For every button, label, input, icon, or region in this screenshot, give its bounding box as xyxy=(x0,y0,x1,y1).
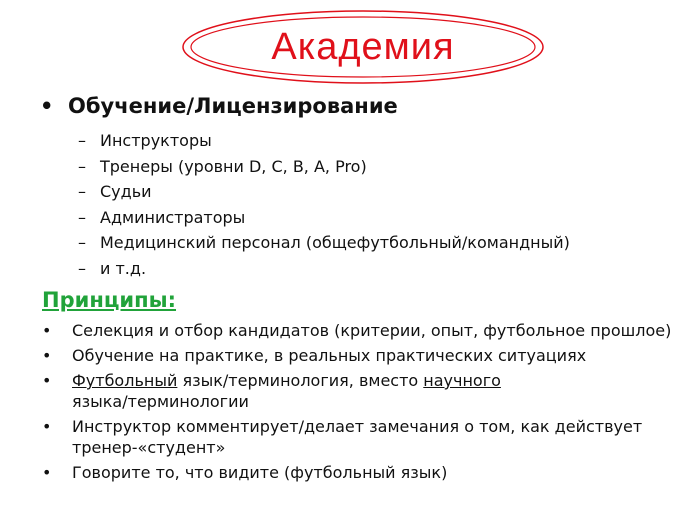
sub-item: – Медицинский персонал (общефутбольный/командный) xyxy=(78,233,570,253)
principles-list xyxy=(42,320,682,487)
principle-item: • Обучение на практике, в реальных практических ситуациях xyxy=(42,346,587,365)
sub-item: – Администраторы xyxy=(78,207,246,227)
principle-item: • Селекция и отбор кандидатов (критерии, опыт, футбольное прошлое) xyxy=(42,321,672,340)
bullet-dot: • xyxy=(40,94,54,118)
sub-list xyxy=(78,131,570,285)
slide-title: Академия xyxy=(271,25,455,68)
main-bullet-label: Обучение/Лицензирование xyxy=(68,94,398,118)
main-bullet xyxy=(40,94,398,118)
sub-item: – и т.д. xyxy=(78,258,147,278)
sub-item: – Инструкторы xyxy=(78,131,212,150)
principle-item: • Говорите то, что видите (футбольный язык) xyxy=(42,463,448,482)
sub-item: – Судьи xyxy=(78,182,152,202)
sub-item: – Тренеры (уровни D, C, B, A, Pro) xyxy=(78,156,367,176)
principle-item: • Инструктор комментирует/делает замечания о том, как действует тренер-«студент» xyxy=(42,417,643,457)
principle-item: • Футбольный язык/терминология, вместо научного языка/терминологии xyxy=(42,371,501,411)
title-ellipse xyxy=(178,6,548,88)
principles-heading: Принципы: xyxy=(42,288,177,312)
